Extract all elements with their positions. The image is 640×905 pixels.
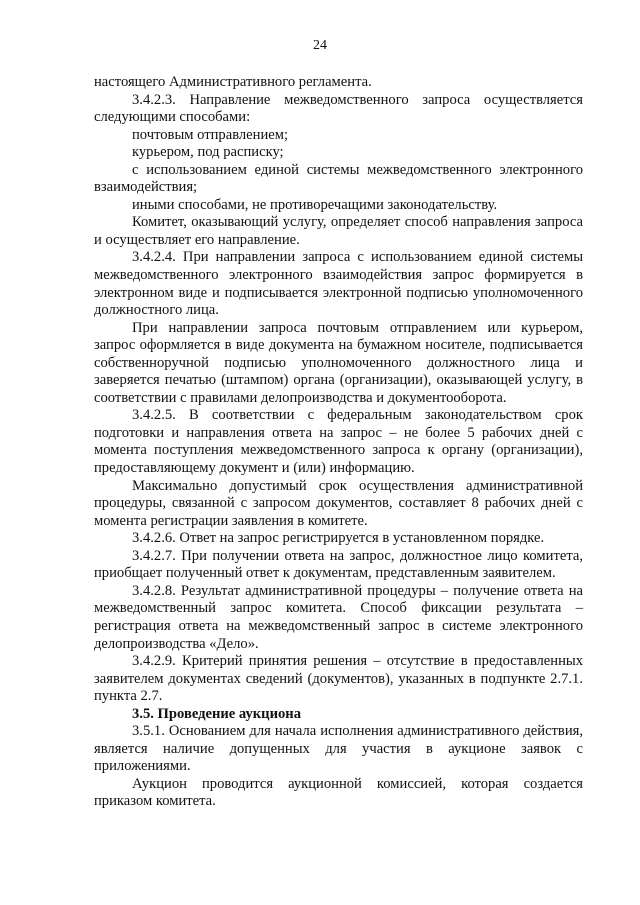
paragraph: 3.4.2.8. Результат административной процедуры – получение ответа на межведомственный запрос комитета. Способ фиксации результата – регистрация ответа на межведомственный запрос в системе электронного делопроизводства «Дело». <box>94 582 583 652</box>
list-item: почтовым отправлением; <box>132 126 289 143</box>
paragraph: 3.4.2.6. Ответ на запрос регистрируется в установленном порядке. <box>132 530 545 547</box>
paragraph: Аукцион проводится аукционной комиссией, которая создается приказом комитета. <box>94 775 583 810</box>
paragraph: 3.5.1. Основанием для начала исполнения административного действия, является наличие допущенных для участия в аукционе заявок с приложениями. <box>94 723 583 775</box>
section-heading: 3.5. Проведение аукциона <box>132 705 301 722</box>
paragraph: Максимально допустимый срок осуществления административной процедуры, связанной с запросом документов, составляет 8 рабочих дней с момента регистрации заявления в комитете. <box>94 477 583 529</box>
list-item: курьером, под расписку; <box>132 144 284 161</box>
list-item: с использованием единой системы межведомственного электронного взаимодействия; <box>94 161 583 196</box>
paragraph: 3.4.2.5. В соответствии с федеральным законодательством срок подготовки и направления ответа на запрос – не более 5 рабочих дней с момента поступления межведомственного запроса к органу (организации), предоставляющему документ и (или) информацию. <box>94 407 583 477</box>
paragraph: 3.4.2.4. При направлении запроса с использованием единой системы межведомственного электронного взаимодействия запрос формируется в электронном виде и подписывается электронной подписью уполномоченного должностного лица. <box>94 249 583 319</box>
document-body <box>94 74 583 811</box>
paragraph: При направлении запроса почтовым отправлением или курьером, запрос оформляется в виде документа на бумажном носителе, подписывается собственноручной подписью уполномоченного должностного лица и заверяется печатью (штампом) органа (организации), оказывающей услугу, в соответствии с правилами делопроизводства и документооборота. <box>94 319 583 406</box>
paragraph: 3.4.2.7. При получении ответа на запрос, должностное лицо комитета, приобщает полученный ответ к документам, представленным заявителем. <box>94 547 583 582</box>
paragraph: настоящего Административного регламента. <box>94 74 372 90</box>
list-item: иными способами, не противоречащими законодательству. <box>132 196 498 213</box>
paragraph: 3.4.2.3. Направление межведомственного запроса осуществляется следующими способами: <box>94 91 583 126</box>
paragraph: 3.4.2.9. Критерий принятия решения – отсутствие в предоставленных заявителем документах сведений (документов), указанных в подпункте 2.7.1. пункта 2.7. <box>94 653 583 705</box>
page-number: 24 <box>313 38 327 53</box>
paragraph: Комитет, оказывающий услугу, определяет способ направления запроса и осуществляет его направление. <box>94 214 583 248</box>
